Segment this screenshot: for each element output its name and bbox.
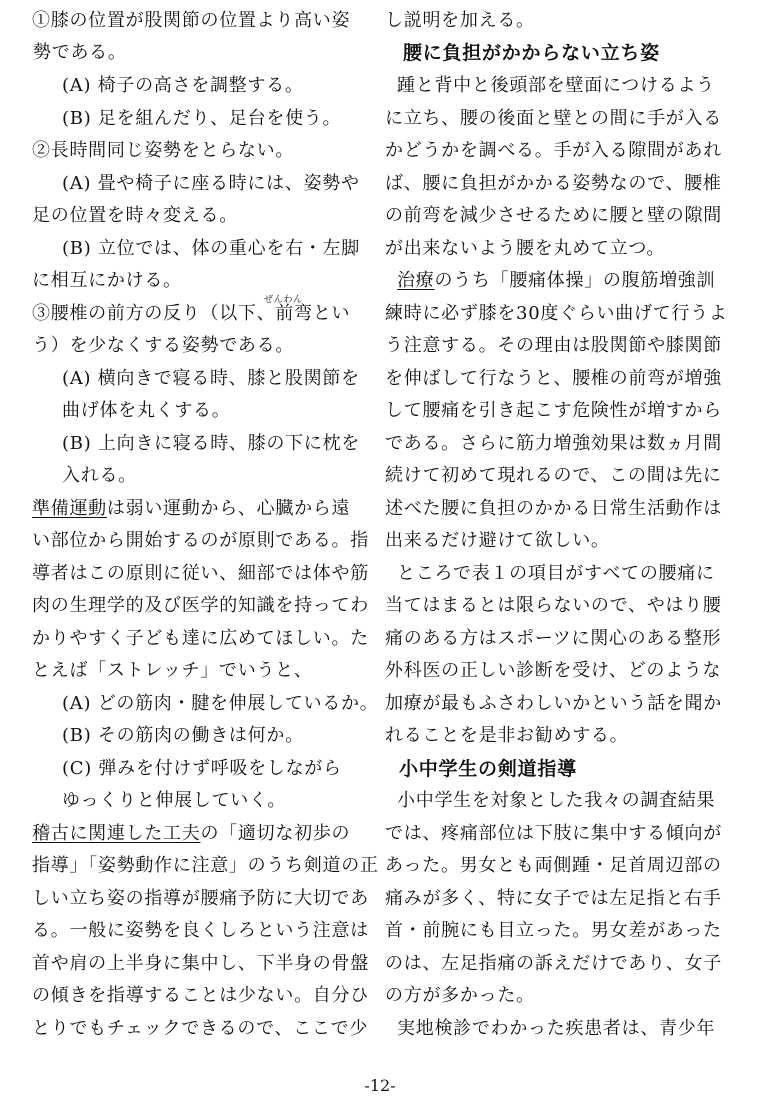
text-line — [62, 695, 378, 713]
text-line — [32, 857, 379, 875]
text-line — [62, 435, 360, 453]
text-line — [397, 792, 715, 810]
text-line — [385, 337, 722, 355]
line-text: 痛みが多く、特に女子では左足指と右手 — [385, 888, 722, 909]
line-text: 練時に必ず膝を30度ぐらい曲げて行うよ — [385, 303, 728, 324]
line-text: 出来るだけ避けて欲しい。 — [385, 530, 610, 551]
line-text: 加療が最もふさわしいかという話を聞か — [385, 693, 722, 714]
line-text: 腰に負担がかからない立ち姿 — [403, 42, 660, 64]
text-line — [385, 695, 722, 713]
line-text: かりやすく子ども達に広めてほしい。た — [32, 628, 369, 649]
line-text: 首や肩の上半身に集中し、下半身の骨盤 — [32, 953, 369, 974]
underlined-term: 稽古に関連した工夫 — [32, 823, 201, 844]
section-heading — [399, 760, 577, 779]
text-line — [32, 630, 369, 648]
line-text: (A) 横向きで寝る時、膝と股関節を — [62, 368, 360, 389]
line-text: (B) その筋肉の働きは何か。 — [62, 725, 304, 746]
text-line — [62, 77, 304, 95]
line-text: ①膝の位置が股関節の位置より高い姿 — [32, 10, 351, 31]
text-line — [32, 500, 350, 518]
line-text: とえば「ストレッチ」でいうと、 — [32, 660, 313, 681]
line-text: 勢である。 — [33, 42, 127, 63]
text-line — [385, 922, 722, 940]
line-text: う注意する。その理由は股関節や膝関節 — [385, 335, 722, 356]
text-line — [32, 272, 182, 290]
text-line — [62, 467, 137, 485]
line-text: 曲げ体を丸くする。 — [62, 400, 231, 421]
text-line — [32, 922, 369, 940]
text-line — [32, 142, 294, 160]
text-line — [385, 402, 722, 420]
text-line — [32, 662, 313, 680]
text-line — [385, 500, 722, 518]
line-text: 導者はこの原則に従い、細部では体や筋 — [32, 563, 369, 584]
line-text: る。一般に姿勢を良くしろという注意は — [32, 920, 369, 941]
line-text: の傾きを指導することは少ない。自分ひ — [32, 985, 369, 1006]
line-text: は弱い運動から、心臓から遠 — [106, 498, 351, 519]
text-line — [385, 207, 722, 225]
text-line — [62, 727, 304, 745]
line-text: 肉の生理学的及び医学的知識を持ってわ — [32, 595, 369, 616]
line-text: ②長時間同じ姿勢をとらない。 — [32, 140, 295, 161]
line-text: (A) 椅子の高さを調整する。 — [62, 75, 304, 96]
line-text: ③腰椎の前方の反り（以下、前弯とい — [32, 303, 351, 324]
line-text: の「適切な初歩の — [200, 823, 351, 844]
text-line — [32, 207, 238, 225]
text-line — [62, 792, 286, 810]
text-line — [32, 597, 369, 615]
line-text: では、疼痛部位は下肢に集中する傾向が — [385, 823, 722, 844]
text-line — [32, 565, 369, 583]
line-text: あった。男女とも両側踵・足首周辺部の — [385, 855, 722, 876]
line-text: 実地検診でわかった疾患者は、青少年 — [397, 1018, 716, 1039]
text-line — [397, 77, 715, 95]
text-line — [385, 12, 535, 30]
line-text: しい立ち姿の指導が腰痛予防に大切であ — [32, 888, 369, 909]
line-text: 外科医の正しい診断を受け、どのような — [385, 660, 722, 681]
text-line — [385, 467, 722, 485]
text-line — [397, 565, 715, 583]
line-text: 痛のある方はスポーツに関心のある整形 — [385, 628, 722, 649]
line-text: のは、左足指痛の訴えだけであり、女子 — [385, 953, 722, 974]
line-text: とりでもチェックできるので、ここで少 — [32, 1018, 369, 1039]
line-text: (A) 畳や椅子に座る時には、姿勢や — [62, 173, 360, 194]
text-line — [385, 175, 722, 193]
text-line — [385, 955, 722, 973]
line-text: ところで表１の項目がすべての腰痛に — [397, 563, 715, 584]
text-line — [62, 370, 360, 388]
line-text: し説明を加える。 — [385, 10, 535, 31]
text-line — [62, 760, 342, 778]
line-text: (C) 弾みを付けず呼吸をしながら — [62, 758, 342, 779]
text-line — [62, 240, 360, 258]
text-line — [32, 825, 350, 843]
line-text: である。さらに筋力増強効果は数ヵ月間 — [385, 433, 722, 454]
line-text: 踵と背中と後頭部を壁面につけるよう — [397, 75, 715, 96]
text-line — [397, 272, 715, 290]
line-text: 述べた腰に負担のかかる日常生活動作は — [385, 498, 722, 519]
text-line — [385, 370, 722, 388]
line-text: 当てはまるとは限らないので、やはり腰 — [385, 595, 722, 616]
text-line — [32, 1020, 368, 1038]
line-text: 続けて初めて現れるので、この間は先に — [385, 465, 722, 486]
line-text: を伸ばして行なうと、腰椎の前弯が増強 — [385, 368, 722, 389]
text-line — [397, 1020, 715, 1038]
text-line — [62, 402, 230, 420]
text-line — [385, 825, 722, 843]
line-text: の方が多かった。 — [385, 985, 535, 1006]
section-heading — [403, 44, 660, 63]
line-text: (A) どの筋肉・腱を伸展しているか。 — [62, 693, 379, 714]
line-text: 指導」「姿勢動作に注意」のうち剣道の正 — [32, 855, 379, 876]
line-text: れることを是非お勧めする。 — [385, 725, 629, 746]
line-text: して腰痛を引き起こす危険性が増すから — [385, 400, 722, 421]
line-text: ば、腰に負担がかかる姿勢なので、腰椎 — [385, 173, 722, 194]
text-line — [32, 12, 350, 30]
line-text: が出来ないよう腰を丸めて立つ。 — [385, 238, 666, 259]
text-line — [385, 987, 535, 1005]
text-line — [32, 987, 369, 1005]
text-line — [385, 597, 722, 615]
line-text: 小中学生の剣道指導 — [399, 758, 577, 780]
text-line — [32, 532, 369, 550]
text-line — [385, 857, 722, 875]
line-text: う）を少なくする姿勢である。 — [32, 335, 295, 356]
line-text: のうち「腰痛体操」の腹筋増強訓 — [434, 270, 716, 291]
text-line — [32, 337, 294, 355]
text-line — [385, 890, 722, 908]
text-line — [385, 305, 728, 323]
line-text: 首・前腕にも目立った。男女差があった — [385, 920, 722, 941]
ruby-annotation: ぜんわん — [264, 295, 303, 305]
line-text: 足の位置を時々変える。 — [32, 205, 238, 226]
text-line — [385, 727, 628, 745]
line-text: 小中学生を対象とした我々の調査結果 — [397, 790, 716, 811]
line-text: 入れる。 — [62, 465, 137, 486]
line-text: に立ち、腰の後面と壁との間に手が入る — [385, 108, 722, 129]
text-line — [32, 890, 369, 908]
line-text: に相互にかける。 — [32, 270, 182, 291]
text-line — [62, 175, 360, 193]
underlined-term: 治療 — [397, 270, 435, 291]
line-text: (B) 上向きに寝る時、膝の下に枕を — [62, 433, 360, 454]
text-line — [385, 240, 665, 258]
line-text: (B) 立位では、体の重心を右・左脚 — [62, 238, 360, 259]
text-line — [385, 532, 610, 550]
text-line — [32, 295, 351, 324]
text-line — [385, 435, 722, 453]
text-line — [385, 110, 722, 128]
text-line — [385, 142, 722, 160]
text-line — [62, 110, 341, 128]
text-line — [33, 44, 127, 62]
line-text: ゆっくりと伸展していく。 — [62, 790, 287, 811]
line-text: の前弯を減少させるために腰と壁の隙間 — [385, 205, 722, 226]
line-text: い部位から開始するのが原則である。指 — [32, 530, 369, 551]
line-text: (B) 足を組んだり、足台を使う。 — [62, 108, 342, 129]
page-number: -12- — [364, 1076, 396, 1095]
text-line — [385, 630, 721, 648]
text-line — [32, 955, 369, 973]
line-text: かどうかを調べる。手が入る隙間があれ — [385, 140, 722, 161]
text-line — [385, 662, 721, 680]
underlined-term: 準備運動 — [32, 498, 107, 519]
